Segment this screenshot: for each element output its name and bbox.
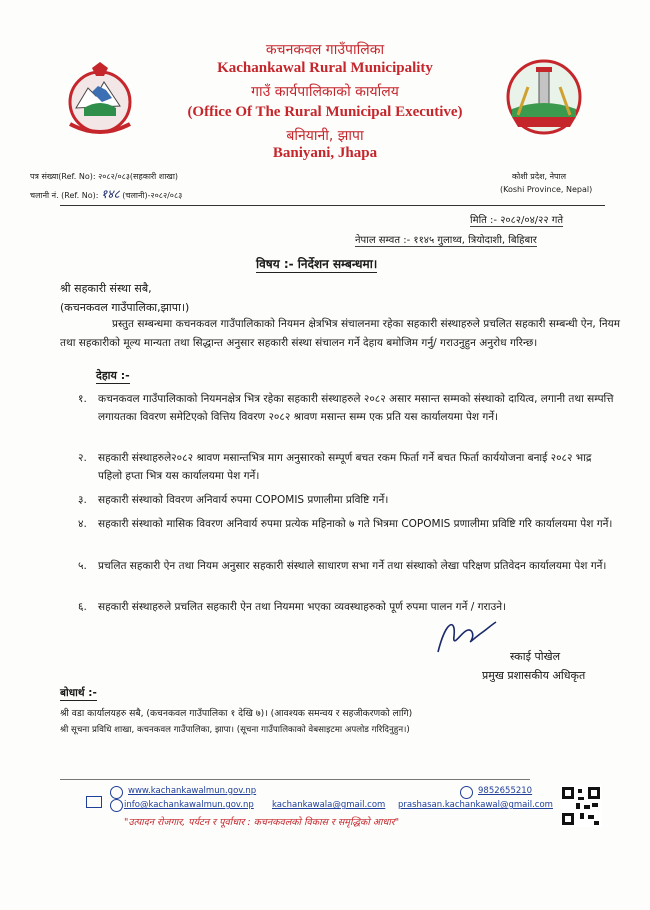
- item-text: सहकारी संस्थाको विवरण अनिवार्य रुपमा COPOMIS प्रणालीमा प्रविष्टि गर्ने।: [98, 494, 389, 506]
- globe-icon: [110, 786, 123, 799]
- header-np-name: कचनकवल गाउँपालिका: [265, 42, 385, 58]
- item-text: सहकारी संस्थाहरुले प्रचलित सहकारी ऐन तथा नियममा भएका व्यवस्थाहरुको पूर्ण रुपमा पालन गर्ने / गराउने।: [98, 601, 507, 613]
- body-paragraph: प्रस्तुत सम्बन्धमा कचनकवल गाउँपालिकाको नियमन क्षेत्रभित्र संचालनमा रहेका सहकारी संस्थाहरुले प्रचलित सहकारी सम्बन्धी ऐन, नियम तथा सहकारीको मूल्य मान्यता तथा सिद्धान्त अनुसार सहकारी संस्था संचालन गर्ने देहाय बमोजिम गर्नु/ गराउनुहुन अनुरोध गरिन्छ।: [60, 318, 620, 349]
- header-en-name: Kachankawal Rural Municipality: [217, 60, 433, 76]
- footer-slogan: "उत्पादन रोजगार, पर्यटन र पूर्वाधार : कचनकवलको विकास र समृद्धिको आधार": [124, 817, 400, 828]
- website-link[interactable]: www.kachankawalmun.gov.np: [128, 786, 257, 796]
- email-prashasan-link[interactable]: prashasan.kachankawal@gmail.com: [398, 800, 553, 810]
- email-kachankawala-link[interactable]: kachankawala@gmail.com: [272, 800, 386, 810]
- item-number: ६.: [78, 601, 87, 613]
- email-info-link[interactable]: info@kachankawalmun.gov.np: [124, 800, 254, 810]
- recipient-line-1: श्री सहकारी संस्था सबै,: [60, 282, 152, 295]
- footer-divider: [60, 779, 530, 780]
- phone-icon: [460, 786, 473, 799]
- subject: विषय :- निर्देशन सम्बन्धमा।: [256, 257, 378, 271]
- item-number: ५.: [78, 560, 87, 572]
- signatory-name: स्काई पोखेल: [510, 650, 561, 663]
- item-text: कचनकवल गाउँपालिकाको नियमनक्षेत्र भित्र रहेका सहकारी संस्थाहरुले २०८२ असार मसान्त सम्मको संस्थाको दायित्व, लगानी तथा सम्पत्ति लगायतका विवरण समेटिएको वित्तिय विवरण २०८२ श्रावण मसान्त सम्म एक प्रति यस कार्यालयमा पेश गर्ने।: [98, 393, 614, 423]
- item-number: १.: [78, 393, 87, 405]
- header-en-place: Baniyani, Jhapa: [272, 145, 378, 161]
- cc-line-2: श्री सूचना प्रविधि शाखा, कचनकवल गाउँपालिका, झापा। (सूचना गाउँपालिकाको वेबसाइटमा अपलोड गरिदिनुहुन।): [60, 725, 410, 735]
- ref-suffix: (चलानी)-२०८२/०८३: [122, 191, 183, 200]
- dehay-label: देहाय :-: [96, 369, 130, 382]
- mail-icon: [86, 796, 102, 808]
- province-en: (Koshi Province, Nepal): [500, 185, 593, 194]
- qr-code: [560, 785, 602, 827]
- province-np: कोशी प्रदेश, नेपाल: [512, 172, 567, 181]
- ref-line-2: [30, 185, 182, 202]
- item-number: ४.: [78, 518, 87, 530]
- item-text: प्रचलित सहकारी ऐन तथा नियम अनुसार सहकारी संस्थाले साधारण सभा गर्ने तथा संस्थाको लेखा परिक्षण प्रतिवेदन कार्यालयमा पेश गर्ने।: [98, 560, 607, 572]
- cc-line-1: श्री वडा कार्यालयहरु सबै, (कचनकवल गाउँपालिका १ देखि ७)। (आवश्यक समन्वय र सहजीकरणको लागि): [60, 708, 413, 719]
- ref-line-1: पत्र संख्या(Ref. No): २०८२/०८३(सहकारी शाखा): [30, 172, 179, 181]
- phone-link[interactable]: 9852655210: [478, 786, 533, 796]
- header-divider: [60, 205, 605, 206]
- header-np-office: गाउँ कार्यपालिकाको कार्यालय: [251, 84, 399, 100]
- cc-label: बोधार्थ :-: [60, 687, 97, 699]
- item-text: सहकारी संस्थाको मासिक विवरण अनिवार्य रुपमा प्रत्येक महिनाको ७ गते भित्रमा COPOMIS प्रणालीमा प्रविष्टि गरि कार्यालयमा पेश गर्ने।: [98, 518, 613, 530]
- nepal-emblem-logo: [62, 62, 138, 140]
- signature: [432, 612, 502, 660]
- municipality-logo: [506, 57, 582, 139]
- signatory-title: प्रमुख प्रशासकीय अधिकृत: [482, 669, 586, 682]
- recipient-line-2: (कचनकवल गाउँपालिका,झापा।): [60, 301, 190, 314]
- nepal-sambat: नेपाल सम्वत :- ११४५ गुलाथ्व, त्रियोदाशी, बिहिबार: [355, 232, 537, 247]
- header-np-place: बनियानी, झापा: [286, 128, 364, 144]
- item-number: २.: [78, 452, 87, 464]
- header-en-office: (Office Of The Rural Municipal Executive): [187, 104, 463, 120]
- item-text: सहकारी संस्थाहरुले२०८२ श्रावण मसान्तभित्र माग अनुसारको सम्पूर्ण बचत रकम फिर्ता गर्ने बचत फिर्ता कार्ययोजना बनाई २०८२ भाद्र पहिलो हप्ता भित्र यस कार्यालयमा पेश गर्ने।: [98, 452, 592, 482]
- ref-prefix: चलानी नं. (Ref. No):: [30, 191, 99, 200]
- date: मिति :- २०८२/०४/२२ गते: [470, 212, 563, 227]
- ref-number: १४८: [100, 187, 120, 201]
- item-number: ३.: [78, 494, 87, 506]
- email-icon: [110, 799, 123, 812]
